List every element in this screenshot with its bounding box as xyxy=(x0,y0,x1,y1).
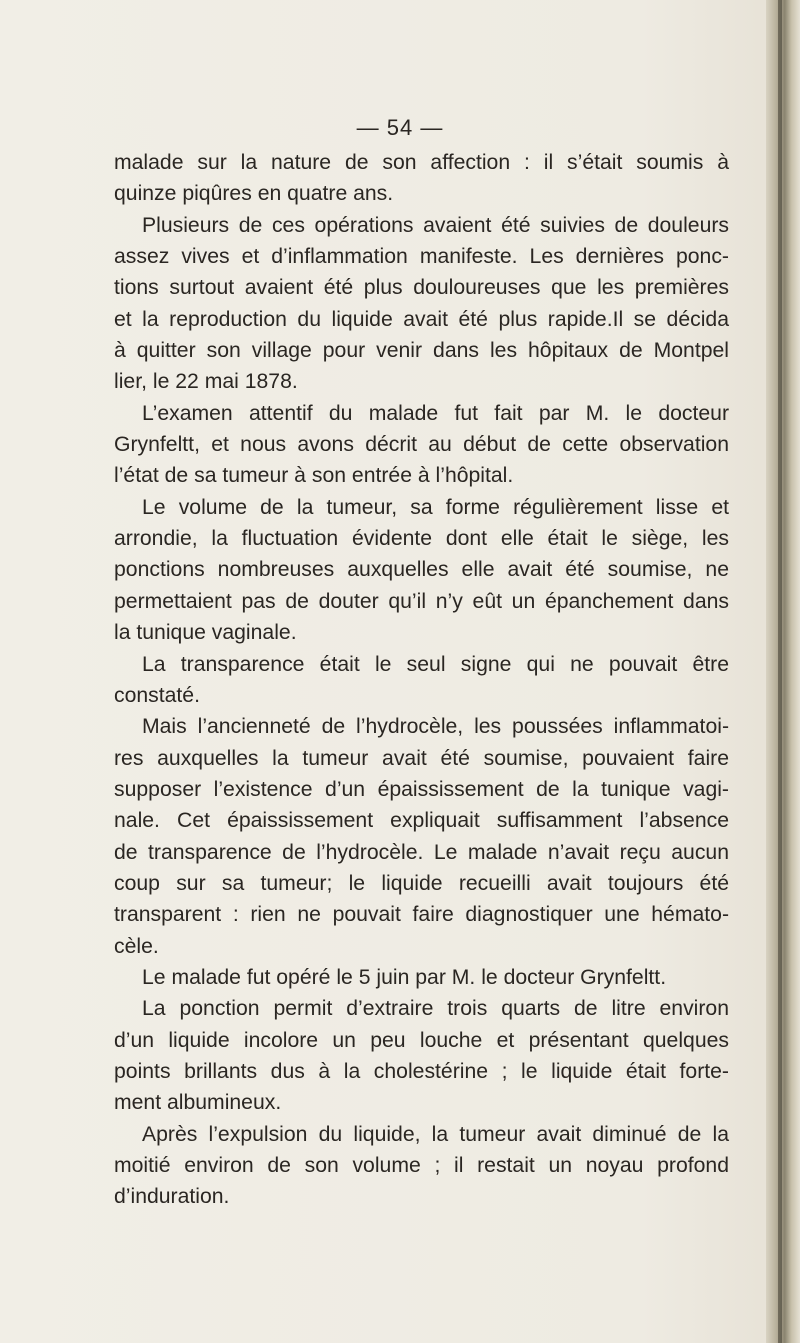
page-number: — 54 — xyxy=(356,115,444,140)
text-line: Grynfeltt, et nous avons décrit au début de cette observation xyxy=(114,433,729,457)
text-line: ment albumineux. xyxy=(114,1091,282,1115)
text-line: ponctions nombreuses auxquelles elle avait été soumise, ne xyxy=(114,558,729,582)
text-line: transparent : rien ne pouvait faire diagnostiquer une hémato- xyxy=(114,903,729,927)
text-line: res auxquelles la tumeur avait été soumise, pouvaient faire xyxy=(114,746,729,770)
text-line: l’état de sa tumeur à son entrée à l’hôpital. xyxy=(114,464,514,488)
text-line: tions surtout avaient été plus douloureuses que les premières xyxy=(114,276,729,300)
text-line: coup sur sa tumeur; le liquide recueilli avait toujours été xyxy=(114,871,729,895)
page-shadow-line xyxy=(778,0,782,1343)
text-line: Le malade fut opéré le 5 juin par M. le docteur Grynfeltt. xyxy=(142,965,667,989)
text-line: La transparence était le seul signe qui ne pouvait être xyxy=(142,652,729,676)
text-line: nale. Cet épaississement expliquait suffisamment l’absence xyxy=(114,809,729,833)
text-line: et la reproduction du liquide avait été plus rapide.Il se décida xyxy=(114,307,729,331)
text-line: moitié environ de son volume ; il restait un noyau profond xyxy=(114,1154,729,1177)
text-line: Le volume de la tumeur, sa forme régulièrement lisse et xyxy=(142,495,729,519)
text-line: supposer l’existence d’un épaississement de la tunique vagi- xyxy=(114,777,729,801)
text-line: quinze piqûres en quatre ans. xyxy=(114,182,394,206)
text-line: cèle. xyxy=(114,934,159,958)
text-line: points brillants dus à la cholestérine ; le liquide était forte- xyxy=(114,1059,729,1083)
text-line: la tunique vaginale. xyxy=(114,621,297,645)
text-line: Mais l’ancienneté de l’hydrocèle, les poussées inflammatoi- xyxy=(142,715,729,739)
page-binding-edge xyxy=(766,0,800,1343)
text-line: Plusieurs de ces opérations avaient été suivies de douleurs xyxy=(142,213,729,237)
text-line: de transparence de l’hydrocèle. Le malade n’avait reçu aucun xyxy=(114,840,729,864)
text-line: assez vives et d’inflammation manifeste. Les dernières ponc- xyxy=(114,245,729,269)
text-line: Après l’expulsion du liquide, la tumeur avait diminué de la xyxy=(142,1122,729,1146)
text-line: lier, le 22 mai 1878. xyxy=(114,370,298,394)
text-line: d’induration. xyxy=(114,1185,230,1209)
text-line: à quitter son village pour venir dans les hôpitaux de Montpel xyxy=(114,339,729,363)
text-line: malade sur la nature de son affection : il s’était soumis à xyxy=(114,151,729,174)
body-text xyxy=(114,147,729,1213)
text-line: La ponction permit d’extraire trois quarts de litre environ xyxy=(142,997,729,1021)
text-line: arrondie, la fluctuation évidente dont elle était le siège, les xyxy=(114,527,729,551)
text-line: permettaient pas de douter qu’il n’y eût un épanchement dans xyxy=(114,589,729,613)
text-line: d’un liquide incolore un peu louche et présentant quelques xyxy=(114,1028,729,1052)
text-line: constaté. xyxy=(114,683,200,707)
text-line: L’examen attentif du malade fut fait par M. le docteur xyxy=(142,401,729,425)
